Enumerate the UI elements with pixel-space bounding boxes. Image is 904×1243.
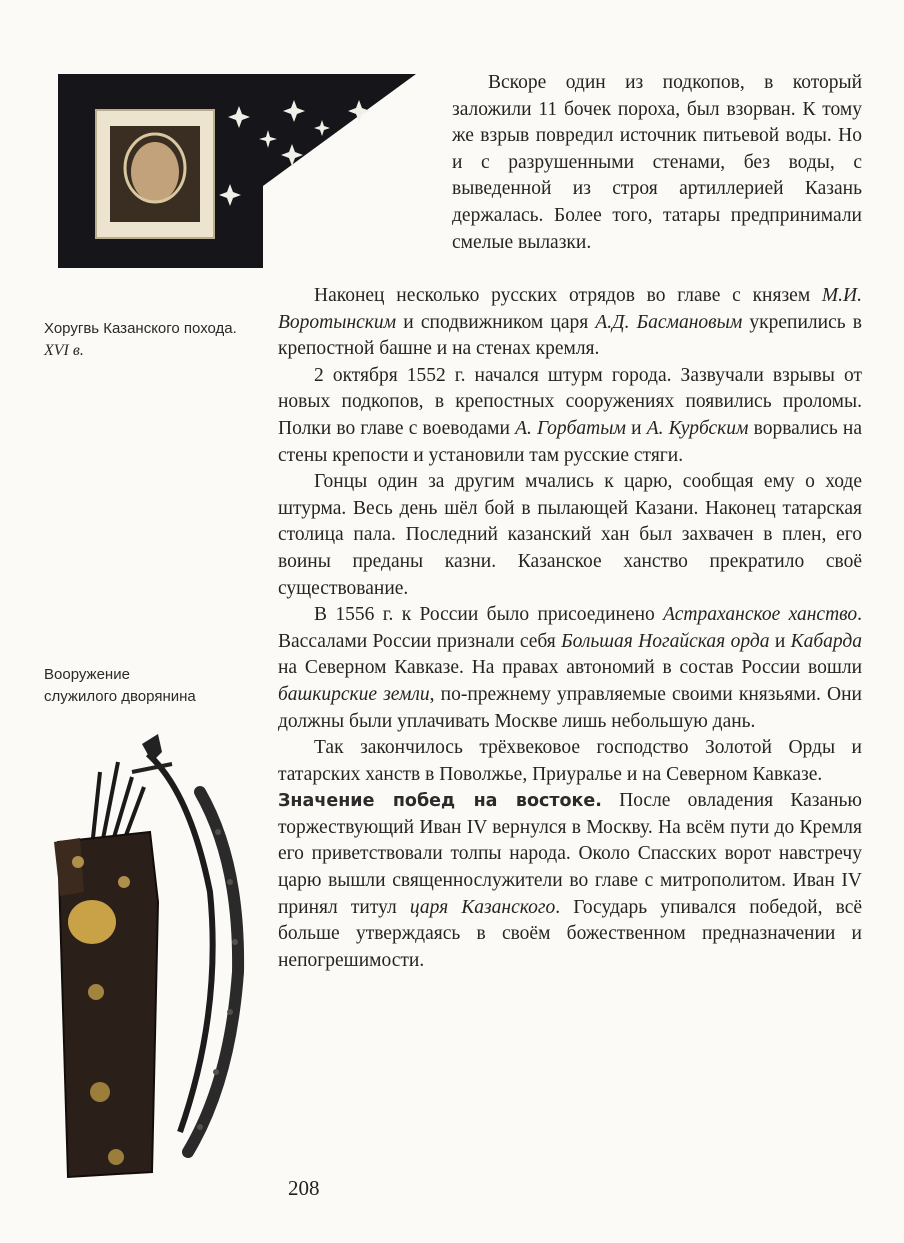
weapons-illustration <box>40 732 270 1182</box>
paragraph-1: Вскоре один из подкопов, в который заложили 11 бочек пороха, был взорван. К тому же взрыв повредил источник питьевой воды. Но и с разрушенными стенами, без воды, с выведенной из строя артиллерией Казань держалась. Более того, татары предпринимали смелые вылазки. <box>452 72 862 253</box>
paragraph-7: Значение побед на востоке. После овладения Казанью торжествующий Иван IV вернулся в Москву. На всём пути до Кремля его приветствовали толпы народа. Около Спасских ворот навстречу царю вышли священнослужители во главе с митрополитом. Иван IV принял титул царя Казанского. Государь упивался победой, всё больше утверждаясь в своём божественном предназначении и непогрешимости. <box>278 790 863 971</box>
banner-illustration <box>58 70 418 270</box>
saviour-face <box>131 142 179 202</box>
main-text-column <box>278 283 862 974</box>
paragraph-1-block <box>452 70 862 256</box>
paragraph-4: Гонцы один за другим мчались к царю, сообщая ему о ходе штурма. Весь день шёл бой в пылающей Казани. Наконец татарская столица пала. Последний казанский хан был захвачен в плен, его воины преданы казни. Казанское ханство прекратило своё существование. <box>278 471 862 599</box>
paragraph-6: Так закончилось трёхвековое господство Золотой Орды и татарских ханств в Поволжье, Приуралье и на Северном Кавказе. <box>278 737 862 785</box>
quiver-gold-plaque <box>68 900 116 944</box>
weapons-caption: Вооружение служилого дворянина <box>44 666 196 705</box>
paragraph-2: Наконец несколько русских отрядов во главе с князем М.И. Воротынским и сподвижником царя А.Д. Басмановым укрепились в крепостной башне и на стенах кремля. <box>278 285 863 360</box>
section-heading: Значение побед на востоке. <box>278 791 602 812</box>
paragraph-5: В 1556 г. к России было присоединено Астраханское ханство. Вассалами России признали себя Большая Ногайская орда и Кабарда на Северном Кавказе. На правах автономий в состав России вошли башкирские земли, по-прежнему управляемые своими князьями. Они должны были уплачивать Москве лишь небольшую дань. <box>278 604 862 732</box>
paragraph-3: 2 октября 1552 г. начался штурм города. Зазвучали взрывы от новых подкопов, в крепостных сооружениях появились проломы. Полки во главе с воеводами А. Горбатым и А. Курбским ворвались на стены крепости и установили там русские стяги. <box>278 364 862 466</box>
page-number: 208 <box>288 1176 320 1200</box>
banner-caption: Хоругвь Казанского похода. XVI в. <box>44 320 237 359</box>
